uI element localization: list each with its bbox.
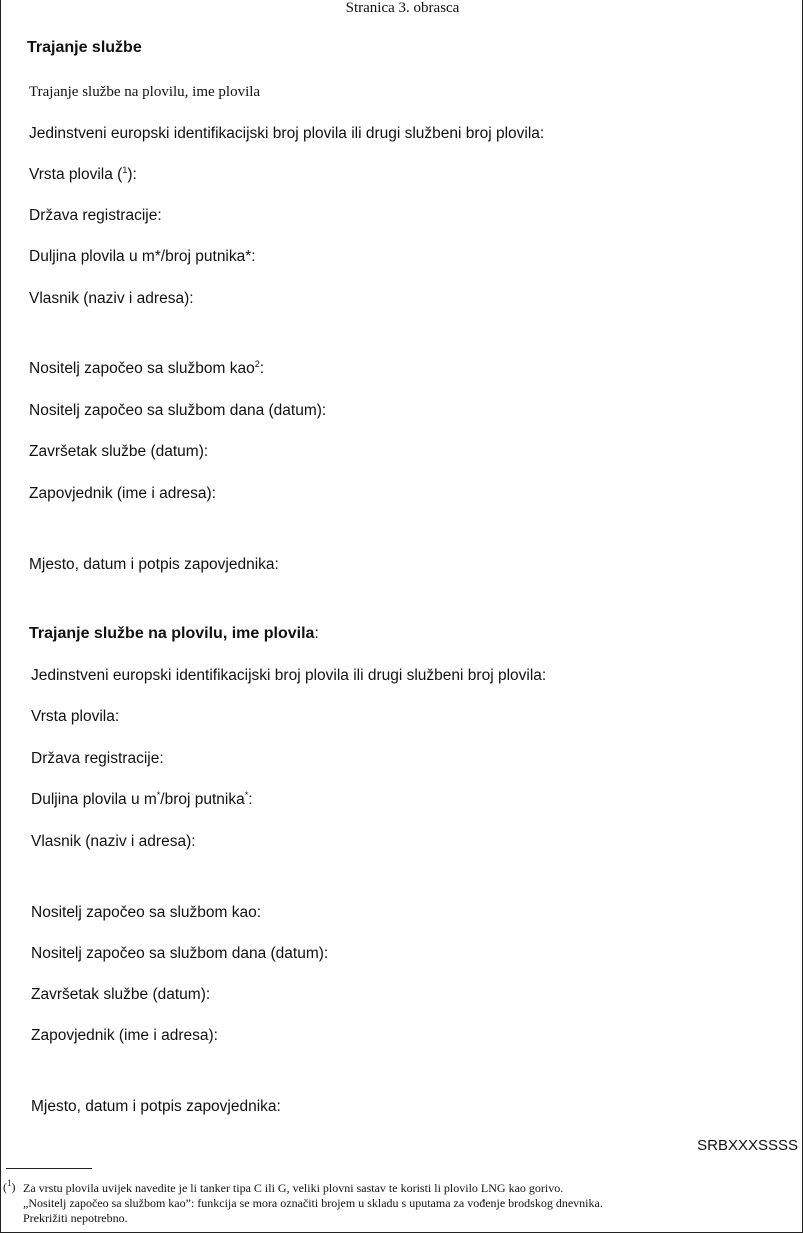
section-1-subtitle: Trajanje službe na plovilu, ime plovila xyxy=(29,84,261,100)
s1-footnote-ref-1: 1 xyxy=(122,164,128,175)
s2-field-registration-state: Država registracije: xyxy=(31,750,164,767)
s2-length-star: * xyxy=(156,789,161,800)
s1-field-vessel-type-tail: ): xyxy=(127,166,137,183)
footnote-marker xyxy=(3,1180,16,1195)
s1-field-length-passengers: Duljina plovila u m*/broj putnika*: xyxy=(29,248,256,265)
footnote-divider xyxy=(6,1168,92,1169)
footnote-line-1: Za vrstu plovila uvijek navedite je li tanker tipa C ili G, veliki plovni sastav te koristi li plovilo LNG kao gorivo. xyxy=(23,1181,564,1195)
s2-field-end-date: Završetak službe (datum): xyxy=(31,986,211,1003)
s2-field-started-as: Nositelj započeo sa službom kao: xyxy=(31,904,262,921)
s1-field-identification-number: Jedinstveni europski identifikacijski broj plovila ili drugi službeni broj plovila: xyxy=(29,125,545,142)
s1-field-owner: Vlasnik (naziv i adresa): xyxy=(29,290,194,307)
s2-field-length-tail: : xyxy=(248,791,253,808)
s1-field-started-as xyxy=(29,360,264,378)
footnote-marker-close: ) xyxy=(11,1180,16,1194)
s1-field-started-as-tail: : xyxy=(259,360,265,377)
section-2-title xyxy=(29,625,319,643)
s2-passengers-star: * xyxy=(244,789,249,800)
s2-field-owner: Vlasnik (naziv i adresa): xyxy=(31,833,196,850)
s1-field-registration-state: Država registracije: xyxy=(29,207,162,224)
s2-field-vessel-type: Vrsta plovila: xyxy=(31,708,120,725)
s2-field-passengers-label: /broj putnika xyxy=(160,791,245,808)
section-2-title-colon: : xyxy=(314,625,319,642)
s1-field-start-date: Nositelj započeo sa službom dana (datum): xyxy=(29,402,327,419)
s1-field-place-date-signature: Mjesto, datum i potpis zapovjednika: xyxy=(29,556,279,573)
s2-field-length-label: Duljina plovila u m xyxy=(31,791,157,808)
s1-field-vessel-type xyxy=(29,166,137,184)
s1-field-started-as-label: Nositelj započeo sa službom kao xyxy=(29,360,255,377)
footnote-line-3: Prekrižiti nepotrebno. xyxy=(23,1211,128,1225)
footnote-line-2: „Nositelj započeo sa službom kao”: funkcija se mora označiti brojem u skladu s uputama za vođenje brodskog dnevnika. xyxy=(23,1196,603,1210)
footnote-marker-num: 1 xyxy=(7,1178,12,1188)
s1-field-end-date: Završetak službe (datum): xyxy=(29,443,209,460)
s2-field-start-date: Nositelj započeo sa službom dana (datum): xyxy=(31,945,329,962)
page-header: Stranica 3. obrasca xyxy=(345,0,460,16)
s1-field-master: Zapovjednik (ime i adresa): xyxy=(29,485,216,502)
footnote-marker-open: ( xyxy=(3,1180,7,1194)
s2-field-master: Zapovjednik (ime i adresa): xyxy=(31,1027,218,1044)
s2-field-length-passengers xyxy=(31,791,253,809)
s2-field-identification-number: Jedinstveni europski identifikacijski broj plovila ili drugi službeni broj plovila: xyxy=(31,667,547,684)
s1-field-vessel-type-label: Vrsta plovila ( xyxy=(29,166,123,183)
section-1-title: Trajanje službe xyxy=(27,39,142,56)
section-2-title-text: Trajanje službe na plovilu, ime plovila xyxy=(29,625,315,642)
s1-footnote-ref-2: 2 xyxy=(254,358,260,369)
page-code: SRBXXXSSSS xyxy=(697,1137,798,1154)
s2-field-place-date-signature: Mjesto, datum i potpis zapovjednika: xyxy=(31,1098,281,1115)
